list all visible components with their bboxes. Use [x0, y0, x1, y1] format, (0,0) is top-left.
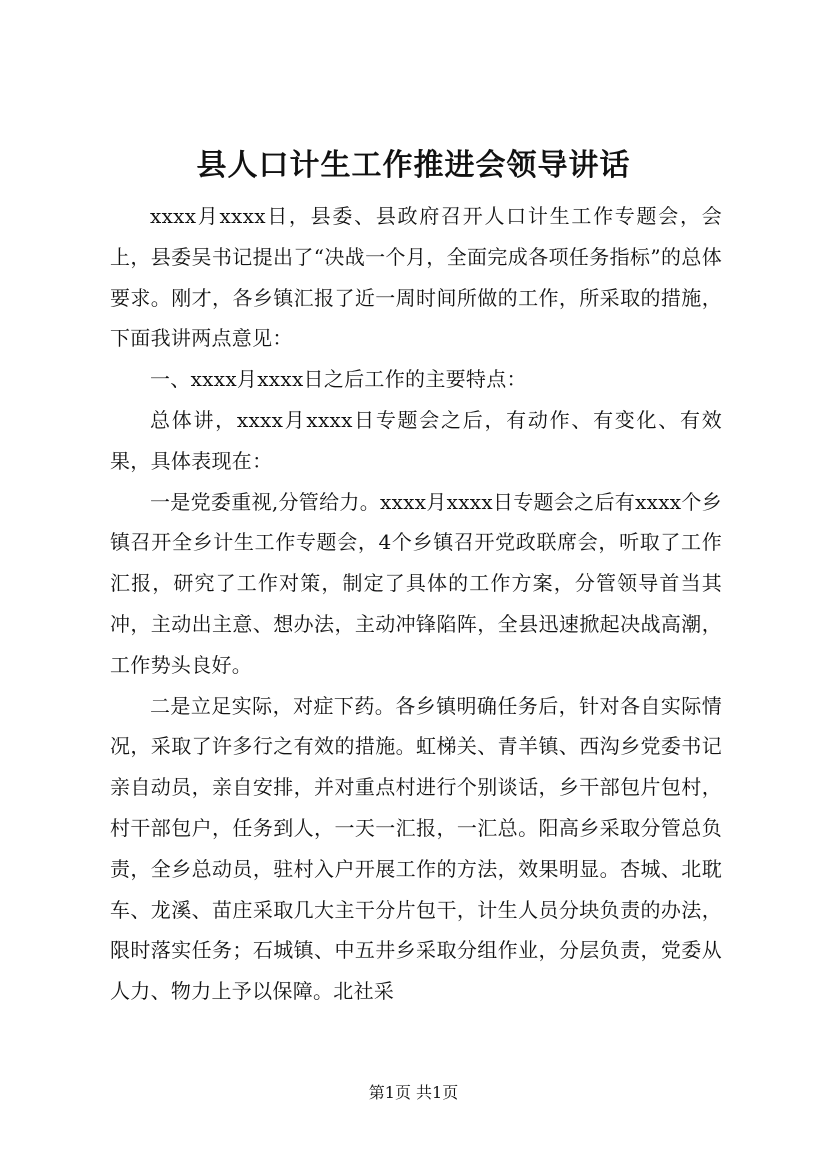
page-footer: 第1页 共1页: [368, 1083, 459, 1102]
paragraph: 一是党委重视,分管给力。xxxx月xxxx日专题会之后有xxxx个乡镇召开全乡计生工作专题会，4个乡镇召开党政联席会，听取了工作汇报，研究了工作对策，制定了具体的工作方案，分管领导首当其冲，主动出主意、想办法，主动冲锋陷阵，全县迅速掀起决战高潮，工作势头良好。: [110, 489, 722, 677]
paragraph: 总体讲，xxxx月xxxx日专题会之后，有动作、有变化、有效果，具体表现在：: [110, 407, 722, 473]
document-body: [110, 196, 722, 1012]
section-heading: 一、xxxx月xxxx日之后工作的主要特点：: [150, 367, 527, 392]
paragraph: 二是立足实际，对症下药。各乡镇明确任务后，针对各自实际情况，采取了许多行之有效的措施。虹梯关、青羊镇、西沟乡党委书记亲自动员，亲自安排，并对重点村进行个别谈话，乡干部包片包村，村干部包户，任务到人，一天一汇报，一汇总。阳高乡采取分管总负责，全乡总动员，驻村入户开展工作的方法，效果明显。杏城、北耽车、龙溪、苗庄采取几大主干分片包干，计生人员分块负责的办法，限时落实任务；石城镇、中五井乡采取分组作业，分层负责，党委从人力、物力上予以保障。北社采: [110, 693, 722, 1004]
document-title: 县人口计生工作推进会领导讲话: [196, 148, 631, 183]
paragraph: xxxx月xxxx日，县委、县政府召开人口计生工作专题会，会上，县委吴书记提出了“决战一个月，全面完成各项任务指标”的总体要求。刚才，各乡镇汇报了近一周时间所做的工作，所采取的措施，下面我讲两点意见：: [110, 204, 722, 351]
